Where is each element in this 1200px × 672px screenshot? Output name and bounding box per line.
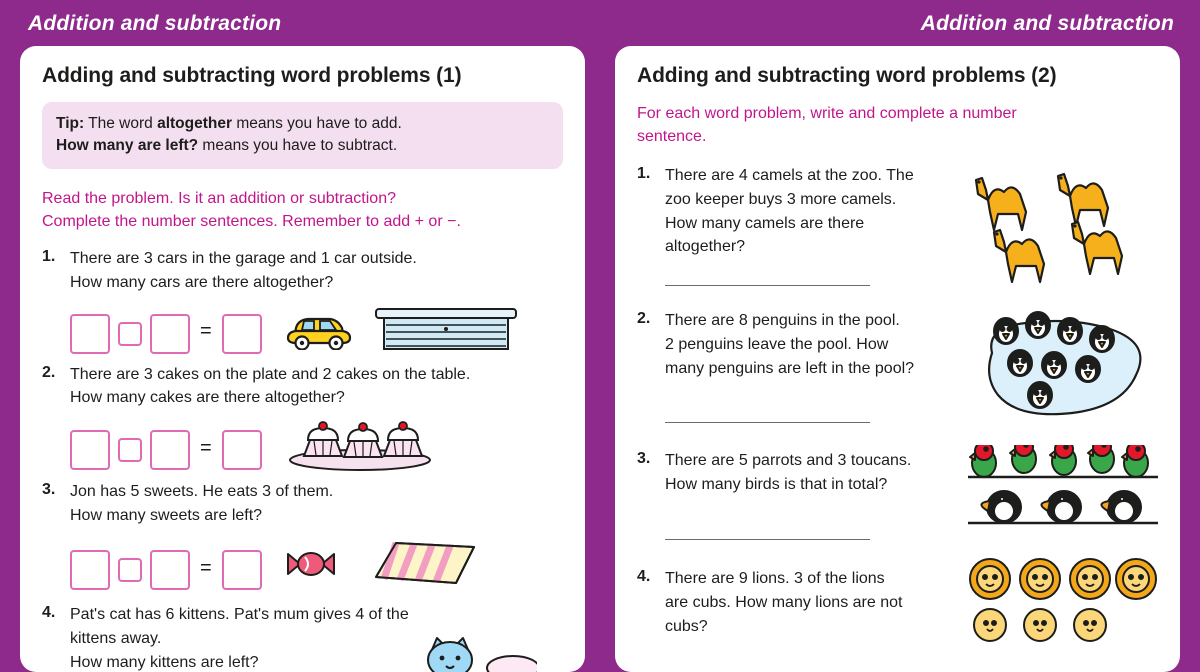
right-question-2-line-3: many penguins are left in the pool? (665, 359, 915, 377)
answer-box[interactable] (70, 430, 110, 470)
right-question-3-line-1: There are 5 parrots and 3 toucans. (665, 452, 912, 470)
right-question-4-line-2: are cubs. How many lions are not (665, 594, 903, 612)
question-1-line-1: There are 3 cars in the garage and 1 car outside. (70, 250, 417, 268)
penguins-in-pool-icon (968, 309, 1158, 429)
answer-box[interactable] (222, 314, 262, 354)
question-1-line-2: How many cars are there altogether? (70, 274, 334, 292)
instruction-left-line2: Complete the number sentences. Remember to add + or −. (42, 213, 461, 231)
question-2-line-2: How many cakes are there altogether? (70, 389, 345, 407)
answer-box[interactable] (150, 430, 190, 470)
parrots-and-toucans-icon (968, 445, 1158, 557)
answer-box[interactable] (222, 430, 262, 470)
operator-box[interactable] (118, 322, 142, 346)
number-sentence-3 (70, 549, 262, 591)
page-title-left: Adding and subtracting word problems (1) (42, 64, 462, 87)
right-question-3-line-2: How many birds is that in total? (665, 476, 888, 494)
question-4-line-3: How many kittens are left? (70, 653, 259, 671)
answer-box[interactable] (150, 550, 190, 590)
right-question-2-number: 2. (637, 310, 651, 328)
wrapped-sweet-icon (366, 533, 484, 595)
question-2-line-1: There are 3 cakes on the plate and 2 cakes on the table. (70, 365, 471, 383)
number-sentence-2 (70, 429, 262, 471)
operator-box[interactable] (118, 438, 142, 462)
right-sheet-card (615, 46, 1180, 672)
question-1-number: 1. (42, 248, 56, 266)
right-question-4 (637, 567, 1158, 657)
right-question-4-line-3: cubs? (665, 617, 708, 635)
operator-box[interactable] (118, 558, 142, 582)
question-4-line-2: kittens away. (70, 630, 162, 648)
tip-line-1-c: means you have to add. (232, 115, 402, 132)
answer-box[interactable] (150, 314, 190, 354)
right-question-1-line-2: zoo keeper buys 3 more camels. (665, 191, 897, 209)
right-question-1-line-4: altogether? (665, 238, 746, 256)
lions-icon (968, 557, 1158, 645)
equals-sign: = (200, 436, 212, 459)
question-4 (42, 603, 563, 672)
right-question-1-line-1: There are 4 camels at the zoo. The (665, 167, 914, 185)
equals-sign: = (200, 320, 212, 343)
equals-sign: = (200, 556, 212, 579)
right-question-1-line-3: How many camels are there (665, 214, 865, 232)
kitten-icon (417, 622, 537, 672)
page-title-right: Adding and subtracting word problems (2) (637, 64, 1057, 87)
instruction-right (637, 102, 1158, 148)
question-2 (42, 363, 563, 472)
sweet-icon (280, 544, 342, 584)
car-icon (280, 306, 356, 350)
question-1 (42, 247, 563, 354)
instruction-left-line1: Read the problem. Is it an addition or subtraction? (42, 190, 396, 207)
answer-line[interactable] (665, 285, 870, 286)
right-question-1 (637, 164, 1158, 309)
instruction-right-line2: sentence. (637, 128, 707, 146)
garage-icon (372, 305, 520, 351)
number-sentence-1 (70, 313, 262, 355)
tip-line-2 (56, 135, 549, 157)
right-question-1-number: 1. (637, 165, 651, 183)
tip-box (42, 102, 563, 169)
camels-icon (968, 160, 1158, 286)
right-question-2 (637, 309, 1158, 449)
question-3-number: 3. (42, 481, 56, 499)
question-2-number: 2. (42, 363, 56, 381)
tip-keyword-altogether: altogether (157, 115, 233, 132)
question-4-number: 4. (42, 604, 56, 622)
answer-box[interactable] (222, 550, 262, 590)
cupcakes-on-plate-icon (280, 416, 440, 472)
tip-line-1-a: The word (84, 115, 158, 132)
instruction-right-line1: For each word problem, write and complete a number (637, 105, 1017, 122)
right-question-2-line-1: There are 8 penguins in the pool. (665, 312, 900, 330)
running-head-left: Addition and subtraction (28, 12, 282, 35)
question-4-line-1: Pat's cat has 6 kittens. Pat's mum gives 4 of the (70, 606, 409, 624)
tip-label: Tip: (56, 115, 85, 132)
running-head-right: Addition and subtraction (920, 12, 1174, 35)
answer-line[interactable] (665, 539, 870, 540)
question-3-line-2: How many sweets are left? (70, 506, 263, 524)
answer-box[interactable] (70, 550, 110, 590)
right-question-3-number: 3. (637, 450, 651, 468)
right-question-3 (637, 449, 1158, 567)
left-page (0, 0, 593, 672)
tip-line-2-b: means you have to subtract. (198, 137, 398, 154)
right-question-2-line-2: 2 penguins leave the pool. How (665, 336, 889, 354)
right-question-4-number: 4. (637, 568, 651, 586)
answer-line[interactable] (665, 422, 870, 423)
answer-box[interactable] (70, 314, 110, 354)
question-3-line-1: Jon has 5 sweets. He eats 3 of them. (70, 483, 334, 501)
tip-keyword-howmanyleft: How many are left? (56, 137, 199, 154)
right-question-4-line-1: There are 9 lions. 3 of the lions (665, 570, 885, 588)
question-3 (42, 480, 563, 595)
tip-line-1 (56, 113, 549, 135)
left-sheet-card (20, 46, 585, 672)
instruction-left (42, 187, 563, 233)
right-page (607, 0, 1200, 672)
